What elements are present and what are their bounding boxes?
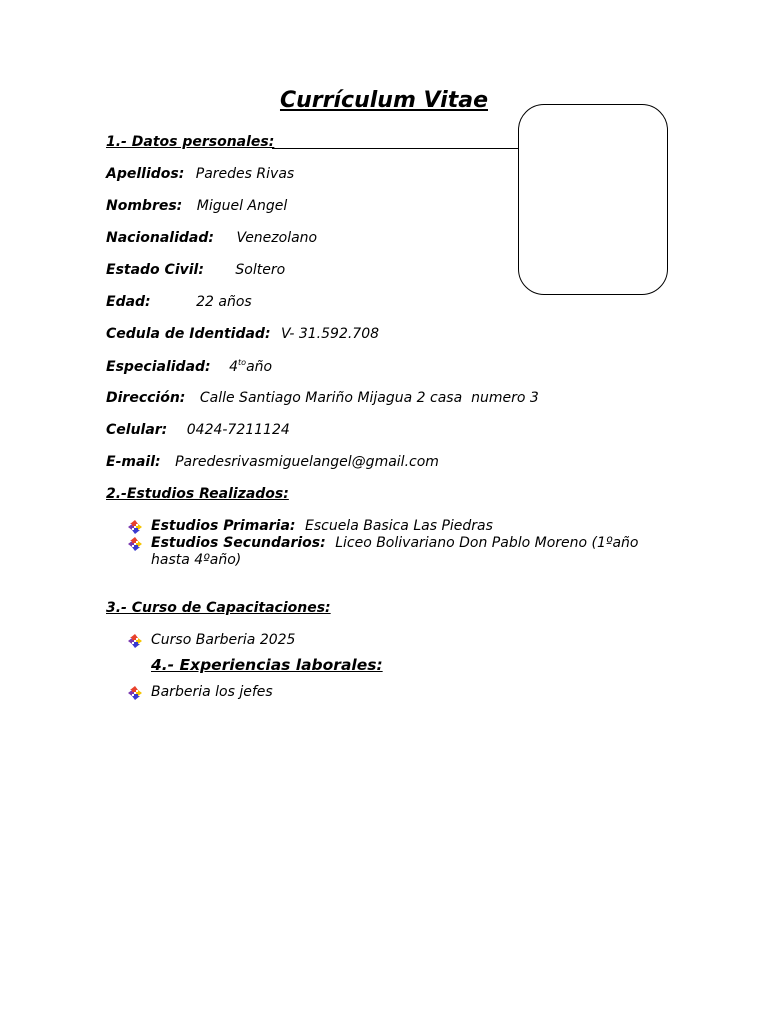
item-label: Estudios Secundarios: [151, 535, 326, 551]
list-item [128, 684, 648, 701]
field-apellidos [106, 166, 294, 182]
field-label: E-mail: [106, 454, 161, 470]
four-way-arrow-icon [128, 520, 142, 534]
item-value: Curso Barberia 2025 [151, 632, 296, 648]
four-way-arrow-icon [128, 634, 142, 648]
list-item [128, 632, 648, 649]
field-label: Nacionalidad: [106, 230, 214, 246]
field-nacionalidad [106, 230, 317, 246]
field-label: Celular: [106, 422, 168, 438]
list-item [128, 518, 648, 535]
field-label: Nombres: [106, 198, 183, 214]
section-experience-heading: 4.- Experiencias laborales: [151, 656, 383, 674]
field-cedula [106, 326, 379, 342]
field-nombres [106, 198, 287, 214]
field-email [106, 454, 439, 470]
field-celular [106, 422, 290, 438]
section-studies-heading: 2.-Estudios Realizados: [106, 486, 289, 502]
field-label: Apellidos: [106, 166, 185, 182]
field-value: Paredes Rivas [195, 166, 295, 182]
field-value: Venezolano [236, 230, 318, 246]
item-value: Liceo Bolivariano Don Pablo Moreno (1ºaño hasta 4ºaño) [151, 535, 639, 568]
item-value: Barberia los jefes [151, 684, 273, 700]
item-label: Estudios Primaria: [151, 518, 296, 534]
section-personal-heading: 1.- Datos personales: [106, 134, 275, 150]
field-value: $4^{to}año$ [229, 358, 273, 375]
four-way-arrow-icon [128, 537, 142, 551]
field-value: V- 31.592.708 [281, 326, 380, 342]
section-courses-heading: 3.- Curso de Capacitaciones: [106, 600, 331, 616]
photo-placeholder [518, 104, 668, 295]
field-value: 22 años [196, 294, 252, 310]
field-label: Edad: [106, 294, 151, 310]
item-value: Escuela Basica Las Piedras [304, 518, 493, 534]
field-label: Estado Civil: [106, 262, 204, 278]
field-label: Dirección: [106, 390, 186, 406]
field-especialidad [106, 358, 272, 375]
field-value: Soltero [235, 262, 286, 278]
field-edad [106, 294, 252, 310]
field-estado-civil [106, 262, 285, 278]
divider-line [272, 148, 518, 149]
field-value: 0424-7211124 [186, 422, 290, 438]
field-value[interactable]: Paredesrivasmiguelangel@gmail.com [175, 454, 439, 470]
field-label: Cedula de Identidad: [106, 326, 271, 342]
field-value: Calle Santiago Mariño Mijagua 2 casa numero 3 [199, 390, 539, 406]
field-label: Especialidad: [106, 359, 211, 375]
page-title: Currículum Vitae [279, 88, 488, 113]
field-direccion [106, 390, 539, 406]
field-value: Miguel Angel [196, 198, 288, 214]
list-item [128, 535, 648, 569]
four-way-arrow-icon [128, 686, 142, 700]
